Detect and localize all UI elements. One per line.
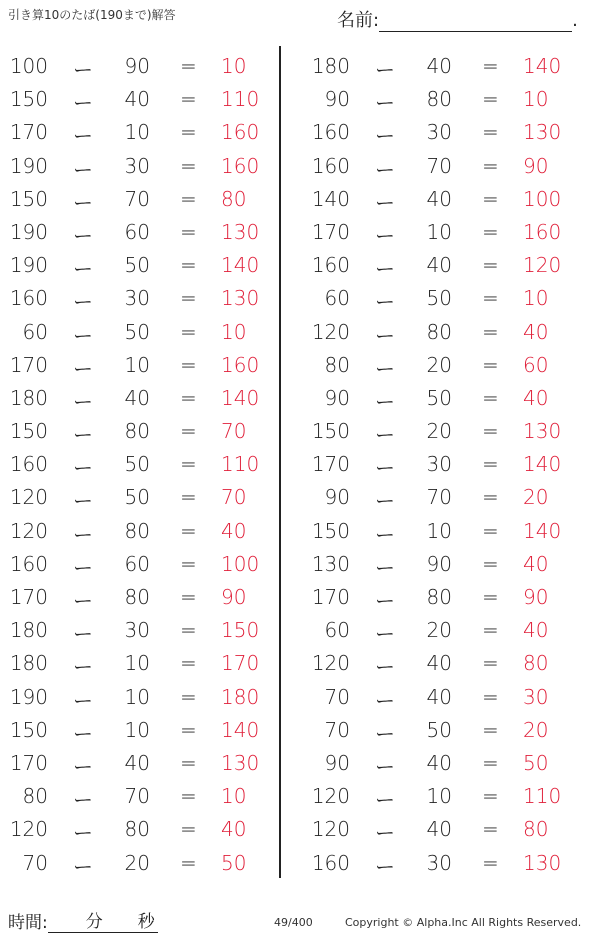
minuend: 190 — [9, 253, 48, 278]
minuend: 120 — [9, 817, 48, 842]
minuend: 160 — [9, 286, 48, 311]
subtrahend: 80 — [426, 319, 452, 344]
subtrahend: 40 — [426, 750, 452, 775]
equals-sign: = — [482, 352, 499, 377]
subtrahend: 80 — [426, 585, 452, 609]
equals-sign: = — [482, 253, 499, 278]
minus-sign: ー — [375, 223, 395, 248]
answer: 90 — [221, 585, 247, 609]
answer: 80 — [523, 817, 549, 842]
subtrahend: 60 — [124, 551, 150, 576]
answer: 140 — [523, 518, 562, 543]
page-number: 49/400 — [274, 916, 313, 929]
answer: 10 — [221, 319, 247, 344]
answer: 140 — [221, 717, 260, 742]
minus-sign: ー — [73, 423, 93, 448]
subtrahend: 20 — [426, 352, 452, 377]
answer: 10 — [523, 87, 549, 112]
equals-sign: = — [482, 850, 499, 875]
equals-sign: = — [180, 120, 197, 145]
equals-sign: = — [482, 618, 499, 643]
answer: 130 — [523, 850, 562, 875]
worksheet-title: 引き算10のたば(190まで)解答 — [8, 8, 176, 22]
answer: 140 — [221, 253, 260, 278]
equals-sign: = — [482, 120, 499, 145]
minuend: 150 — [9, 717, 48, 742]
subtrahend: 40 — [124, 385, 150, 410]
minus-sign: ー — [375, 157, 395, 182]
subtrahend: 70 — [124, 784, 150, 809]
minuend: 80 — [324, 352, 350, 377]
minus-sign: ー — [375, 589, 395, 613]
minus-sign: ー — [73, 356, 93, 381]
equals-sign: = — [180, 385, 197, 410]
answer: 110 — [523, 784, 562, 809]
minus-sign: ー — [375, 423, 395, 448]
answer: 40 — [523, 618, 549, 643]
answer: 80 — [221, 186, 247, 211]
answer: 180 — [221, 684, 260, 709]
equals-sign: = — [180, 419, 197, 444]
subtrahend: 10 — [124, 651, 150, 676]
minuend: 120 — [9, 518, 48, 543]
subtrahend: 80 — [124, 518, 150, 543]
equals-sign: = — [180, 551, 197, 576]
minuend: 170 — [9, 120, 48, 145]
subtrahend: 10 — [426, 784, 452, 809]
minuend: 150 — [9, 419, 48, 444]
equals-sign: = — [482, 585, 499, 609]
minus-sign: ー — [73, 157, 93, 182]
minus-sign: ー — [375, 688, 395, 713]
subtrahend: 40 — [426, 253, 452, 278]
equals-sign: = — [482, 750, 499, 775]
minus-sign: ー — [73, 788, 93, 813]
equals-sign: = — [180, 319, 197, 344]
equals-sign: = — [482, 551, 499, 576]
answer: 20 — [523, 485, 549, 510]
minus-sign: ー — [73, 58, 93, 82]
name-label: 名前: — [337, 10, 380, 31]
equals-sign: = — [180, 750, 197, 775]
subtrahend: 40 — [426, 817, 452, 842]
minus-sign: ー — [73, 257, 93, 282]
minus-sign: ー — [375, 356, 395, 381]
minus-sign: ー — [73, 190, 93, 215]
seconds-label: 秒 — [137, 912, 155, 932]
equals-sign: = — [482, 186, 499, 211]
answer: 130 — [221, 219, 260, 244]
subtrahend: 40 — [124, 750, 150, 775]
minuend: 90 — [324, 385, 350, 410]
minus-sign: ー — [375, 257, 395, 282]
answer: 100 — [523, 186, 562, 211]
minus-sign: ー — [375, 124, 395, 149]
minuend: 90 — [324, 485, 350, 510]
equals-sign: = — [180, 219, 197, 244]
minus-sign: ー — [375, 290, 395, 315]
name-tail: . — [572, 10, 578, 31]
answer: 100 — [221, 551, 260, 576]
subtrahend: 50 — [124, 452, 150, 477]
minus-sign: ー — [73, 522, 93, 547]
answer: 70 — [221, 485, 247, 510]
answer: 30 — [523, 684, 549, 709]
equals-sign: = — [482, 219, 499, 244]
equals-sign: = — [482, 153, 499, 178]
answer: 140 — [221, 385, 260, 410]
minus-sign: ー — [375, 522, 395, 547]
minus-sign: ー — [73, 854, 93, 879]
equals-sign: = — [180, 286, 197, 311]
equals-sign: = — [482, 286, 499, 311]
subtrahend: 80 — [124, 585, 150, 609]
minuend: 120 — [311, 817, 350, 842]
answer: 20 — [523, 717, 549, 742]
answer: 90 — [523, 153, 549, 178]
minuend: 160 — [311, 253, 350, 278]
minuend: 170 — [311, 585, 350, 609]
minus-sign: ー — [375, 91, 395, 116]
equals-sign: = — [482, 452, 499, 477]
minus-sign: ー — [73, 91, 93, 116]
minus-sign: ー — [375, 58, 395, 82]
subtrahend: 50 — [426, 717, 452, 742]
equals-sign: = — [482, 784, 499, 809]
minus-sign: ー — [375, 456, 395, 481]
minus-sign: ー — [73, 323, 93, 348]
subtrahend: 50 — [124, 253, 150, 278]
minuend: 180 — [311, 54, 350, 78]
answer: 40 — [221, 518, 247, 543]
subtrahend: 60 — [124, 219, 150, 244]
minus-sign: ー — [73, 688, 93, 713]
minuend: 120 — [9, 485, 48, 510]
time-field[interactable] — [8, 908, 158, 933]
answer: 160 — [523, 219, 562, 244]
answer: 10 — [221, 784, 247, 809]
minuend: 180 — [9, 385, 48, 410]
equals-sign: = — [482, 419, 499, 444]
minus-sign: ー — [375, 721, 395, 746]
equals-sign: = — [482, 717, 499, 742]
subtrahend: 30 — [124, 286, 150, 311]
answer: 110 — [221, 87, 260, 112]
answer: 140 — [523, 54, 562, 78]
column-divider — [279, 46, 281, 878]
answer: 130 — [221, 750, 260, 775]
equals-sign: = — [180, 186, 197, 211]
answer: 150 — [221, 618, 260, 643]
answer: 50 — [221, 850, 247, 875]
answer: 110 — [221, 452, 260, 477]
answer: 40 — [221, 817, 247, 842]
answer: 80 — [523, 651, 549, 676]
subtrahend: 70 — [124, 186, 150, 211]
minus-sign: ー — [375, 389, 395, 414]
equals-sign: = — [482, 817, 499, 842]
equals-sign: = — [180, 717, 197, 742]
answer: 40 — [523, 551, 549, 576]
answer: 40 — [523, 385, 549, 410]
name-line[interactable] — [379, 14, 572, 32]
minus-sign: ー — [73, 589, 93, 613]
equals-sign: = — [482, 651, 499, 676]
answer: 10 — [221, 54, 247, 78]
subtrahend: 70 — [426, 485, 452, 510]
minus-sign: ー — [73, 721, 93, 746]
answer: 160 — [221, 120, 260, 145]
minuend: 150 — [311, 419, 350, 444]
minuend: 170 — [311, 219, 350, 244]
subtrahend: 30 — [426, 120, 452, 145]
subtrahend: 30 — [426, 850, 452, 875]
subtrahend: 40 — [426, 54, 452, 78]
minus-sign: ー — [73, 290, 93, 315]
answer: 160 — [221, 153, 260, 178]
subtrahend: 10 — [124, 717, 150, 742]
minus-sign: ー — [375, 555, 395, 580]
minus-sign: ー — [375, 655, 395, 680]
equals-sign: = — [482, 87, 499, 112]
equals-sign: = — [482, 684, 499, 709]
minuend: 170 — [9, 585, 48, 609]
minuend: 190 — [9, 219, 48, 244]
minuend: 170 — [311, 452, 350, 477]
equals-sign: = — [180, 153, 197, 178]
equals-sign: = — [482, 54, 499, 78]
equals-sign: = — [482, 385, 499, 410]
subtrahend: 20 — [124, 850, 150, 875]
subtrahend: 40 — [426, 186, 452, 211]
minuend: 90 — [324, 750, 350, 775]
answer: 130 — [523, 120, 562, 145]
equals-sign: = — [482, 485, 499, 510]
minuend: 80 — [22, 784, 48, 809]
equals-sign: = — [180, 618, 197, 643]
minuend: 180 — [9, 651, 48, 676]
answer: 70 — [221, 419, 247, 444]
answer: 40 — [523, 319, 549, 344]
subtrahend: 80 — [426, 87, 452, 112]
subtrahend: 50 — [124, 485, 150, 510]
equals-sign: = — [180, 518, 197, 543]
minus-sign: ー — [73, 622, 93, 647]
minus-sign: ー — [375, 754, 395, 779]
minuend: 160 — [311, 120, 350, 145]
minuend: 190 — [9, 153, 48, 178]
minus-sign: ー — [73, 655, 93, 680]
subtrahend: 30 — [124, 153, 150, 178]
answer: 10 — [523, 286, 549, 311]
minuend: 170 — [9, 352, 48, 377]
subtrahend: 70 — [426, 153, 452, 178]
answer: 170 — [221, 651, 260, 676]
equals-sign: = — [180, 452, 197, 477]
minus-sign: ー — [73, 389, 93, 414]
minuend: 120 — [311, 784, 350, 809]
subtrahend: 30 — [124, 618, 150, 643]
minus-sign: ー — [73, 489, 93, 514]
answer: 160 — [221, 352, 260, 377]
equals-sign: = — [180, 352, 197, 377]
equals-sign: = — [482, 319, 499, 344]
copyright-notice: Copyright © Alpha.Inc All Rights Reserved. — [345, 916, 582, 929]
minuend: 150 — [9, 87, 48, 112]
minuend: 160 — [9, 452, 48, 477]
minuend: 60 — [22, 319, 48, 344]
subtrahend: 10 — [426, 219, 452, 244]
minus-sign: ー — [73, 223, 93, 248]
minus-sign: ー — [73, 555, 93, 580]
name-field[interactable] — [337, 6, 578, 32]
answer: 50 — [523, 750, 549, 775]
minus-sign: ー — [73, 456, 93, 481]
minus-sign: ー — [73, 124, 93, 149]
minuend: 160 — [311, 153, 350, 178]
equals-sign: = — [180, 850, 197, 875]
subtrahend: 30 — [426, 452, 452, 477]
time-label: 時間: — [8, 913, 48, 933]
minus-sign: ー — [375, 190, 395, 215]
subtrahend: 20 — [426, 419, 452, 444]
subtrahend: 40 — [426, 684, 452, 709]
minuend: 120 — [311, 319, 350, 344]
minus-sign: ー — [375, 854, 395, 879]
minus-sign: ー — [375, 323, 395, 348]
minus-sign: ー — [73, 754, 93, 779]
subtrahend: 50 — [426, 385, 452, 410]
minuend: 100 — [9, 54, 48, 78]
equals-sign: = — [180, 87, 197, 112]
subtrahend: 10 — [426, 518, 452, 543]
equals-sign: = — [180, 485, 197, 510]
minuend: 160 — [9, 551, 48, 576]
subtrahend: 20 — [426, 618, 452, 643]
minuend: 90 — [324, 87, 350, 112]
answer: 130 — [523, 419, 562, 444]
subtrahend: 80 — [124, 817, 150, 842]
equals-sign: = — [180, 585, 197, 609]
minuend: 60 — [324, 286, 350, 311]
minuend: 160 — [311, 850, 350, 875]
minutes-label: 分 — [85, 912, 103, 932]
minuend: 60 — [324, 618, 350, 643]
subtrahend: 10 — [124, 352, 150, 377]
minuend: 70 — [22, 850, 48, 875]
minuend: 170 — [9, 750, 48, 775]
answer: 120 — [523, 253, 562, 278]
subtrahend: 50 — [124, 319, 150, 344]
minus-sign: ー — [375, 821, 395, 846]
minuend: 70 — [324, 717, 350, 742]
subtrahend: 90 — [426, 551, 452, 576]
subtrahend: 40 — [124, 87, 150, 112]
minus-sign: ー — [375, 622, 395, 647]
answer: 140 — [523, 452, 562, 477]
equals-sign: = — [180, 784, 197, 809]
equals-sign: = — [180, 253, 197, 278]
subtrahend: 10 — [124, 684, 150, 709]
minus-sign: ー — [375, 788, 395, 813]
equals-sign: = — [180, 817, 197, 842]
equals-sign: = — [180, 54, 197, 78]
subtrahend: 90 — [124, 54, 150, 78]
minuend: 130 — [311, 551, 350, 576]
subtrahend: 80 — [124, 419, 150, 444]
equals-sign: = — [180, 651, 197, 676]
answer: 130 — [221, 286, 260, 311]
equals-sign: = — [180, 684, 197, 709]
answer: 60 — [523, 352, 549, 377]
subtrahend: 40 — [426, 651, 452, 676]
answer: 90 — [523, 585, 549, 609]
minuend: 150 — [9, 186, 48, 211]
minus-sign: ー — [375, 489, 395, 514]
subtrahend: 10 — [124, 120, 150, 145]
minuend: 180 — [9, 618, 48, 643]
subtrahend: 50 — [426, 286, 452, 311]
time-line[interactable] — [48, 912, 158, 933]
minuend: 140 — [311, 186, 350, 211]
equals-sign: = — [482, 518, 499, 543]
minuend: 70 — [324, 684, 350, 709]
minuend: 150 — [311, 518, 350, 543]
minuend: 190 — [9, 684, 48, 709]
minus-sign: ー — [73, 821, 93, 846]
minuend: 120 — [311, 651, 350, 676]
